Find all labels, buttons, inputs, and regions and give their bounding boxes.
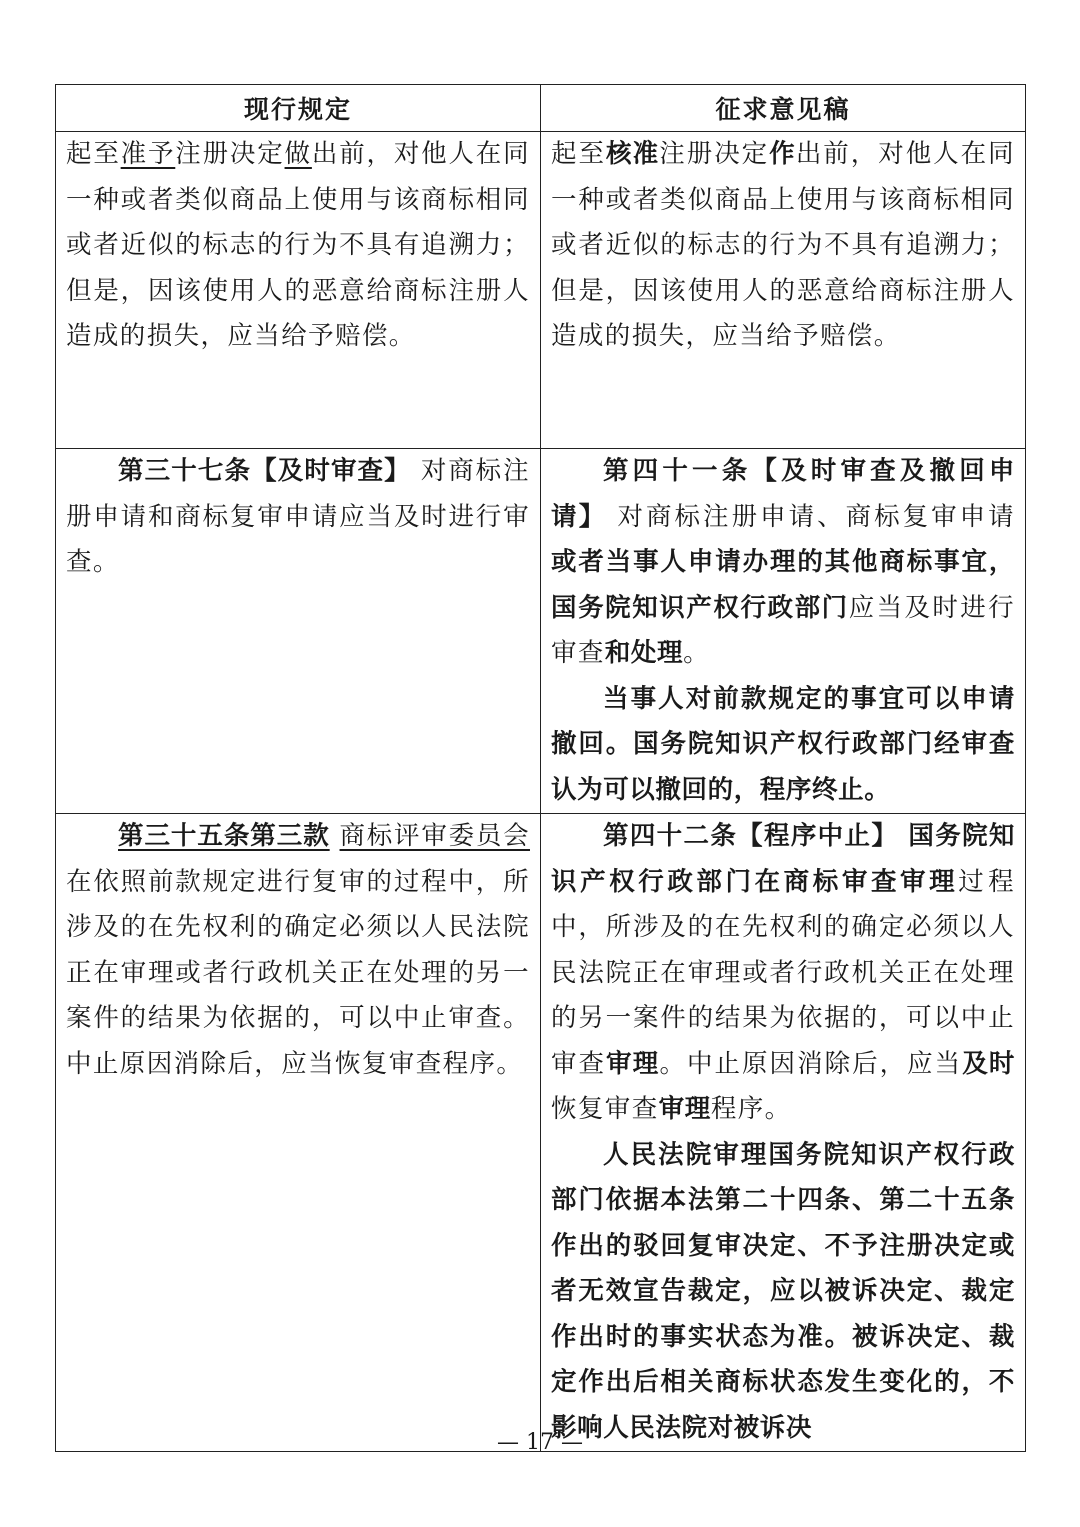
- paragraph: [551, 814, 1015, 1133]
- paragraph: [551, 449, 1015, 677]
- page-number: — 17 —: [497, 1430, 583, 1455]
- table-row: [56, 814, 1026, 1452]
- bold-text: 和处理: [604, 638, 684, 668]
- paragraph: [66, 814, 530, 1087]
- bold-text: 国务院知识产权行政部门在商标审查审理: [551, 821, 1016, 897]
- article-heading: 第三十五条第三款: [118, 821, 330, 851]
- cell-current: [56, 132, 541, 449]
- paragraph: [66, 449, 530, 586]
- article-heading: 第四十二条【程序中止】: [603, 821, 899, 851]
- text: 在依照前款规定进行复审的过程中，所涉及的在先权利的确定必须以人民法院正在审理或者行政机关正在处理的另一案件的结果为依据的，可以中止审查。中止原因消除后，应当恢复审查程序。: [66, 866, 530, 1079]
- cell-draft: [541, 814, 1026, 1452]
- bold-text: 或者当事人申请办理的其他商标事宜，国务院知识产权行政部门: [551, 547, 1015, 623]
- text: 起至: [66, 139, 121, 169]
- text: 程序。: [710, 1094, 792, 1124]
- cell-draft: [541, 449, 1026, 814]
- paragraph: [551, 132, 1015, 360]
- header-current-rules: 现行规定: [56, 85, 541, 132]
- bold-text: 审理: [658, 1094, 711, 1124]
- text: 应当及时进行审查: [551, 592, 1015, 668]
- table-header-row: [56, 85, 1026, 132]
- text: 起至: [551, 139, 606, 169]
- text: 。: [683, 638, 711, 668]
- bold-text: 作: [769, 139, 796, 169]
- bold-text: 审理: [606, 1048, 660, 1079]
- text: 注册决定: [659, 139, 770, 169]
- article-heading: 第四十一条【及时审查及撤回申请】: [551, 456, 1015, 532]
- cell-current: [56, 449, 541, 814]
- text: 出前，对他人在同一种或者类似商品上使用与该商标相同或者近似的标志的行为不具有追溯力；但是，因该使用人的恶意给商标注册人造成的损失，应当给予赔偿。: [551, 139, 1015, 351]
- text: 恢复审查: [551, 1094, 659, 1124]
- text: 出前，对他人在同一种或者类似商品上使用与该商标相同或者近似的标志的行为不具有追溯力；但是，因该使用人的恶意给商标注册人造成的损失，应当给予赔偿。: [66, 139, 530, 351]
- comparison-table: [55, 84, 1026, 1452]
- bold-text: 核准: [605, 139, 660, 169]
- text: 对商标注册申请、商标复审申请: [617, 501, 1016, 532]
- underlined-text: 做: [284, 139, 312, 169]
- text: 注册决定: [175, 139, 285, 169]
- paragraph-bold: 当事人对前款规定的事宜可以申请撤回。国务院知识产权行政部门经审查认为可以撤回的，程序终止。: [551, 683, 1015, 805]
- header-draft-for-comment: 征求意见稿: [541, 85, 1026, 132]
- text: 过程中，所涉及的在先权利的确定必须以人民法院正在审理或者行政机关正在处理的另一案件的结果为依据的，可以中止审查: [551, 866, 1015, 1079]
- cell-draft: [541, 132, 1026, 449]
- table-row: [56, 449, 1026, 814]
- table-row: [56, 132, 1026, 449]
- cell-current: [56, 814, 541, 1452]
- paragraph: [66, 132, 530, 360]
- paragraph-bold: 人民法院审理国务院知识产权行政部门依据本法第二十四条、第二十五条作出的驳回复审决定、不予注册决定或者无效宣告裁定，应以被诉决定、裁定作出时的事实状态为准。被诉决定、裁定作出后相关商标状态发生变化的，不影响人民法院对被诉决: [551, 1139, 1015, 1443]
- article-heading: 第三十七条【及时审查】: [118, 456, 411, 486]
- underlined-text: 商标评审委员会: [339, 821, 530, 851]
- text: 对商标注册申请和商标复审申请应当及时进行审查。: [66, 456, 530, 577]
- underlined-text: 准予: [120, 139, 176, 169]
- text: 。中止原因消除后，应当: [659, 1048, 963, 1079]
- bold-text: 及时: [962, 1048, 1016, 1079]
